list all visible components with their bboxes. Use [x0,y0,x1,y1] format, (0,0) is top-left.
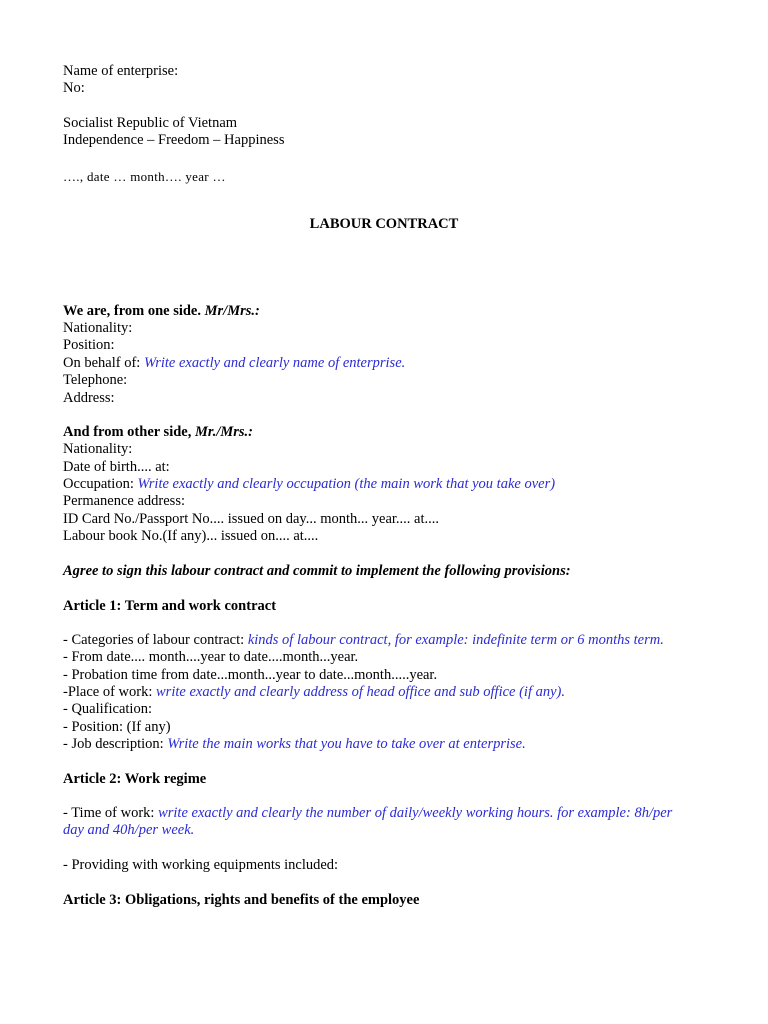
place-hint: write exactly and clearly address of head office and sub office (if any). [156,684,566,700]
party-b-heading-text: And from other side, [63,424,195,440]
party-b-nationality: Nationality: [63,441,133,457]
article-1-categories [63,632,664,649]
party-a-title: Mr/Mrs.: [204,303,260,319]
article-1-place [63,684,565,701]
party-a-telephone: Telephone: [63,372,128,388]
party-b-title: Mr./Mrs.: [194,424,254,440]
document-title: LABOUR CONTRACT [309,216,459,232]
categories-hint: kinds of labour contract, for example: indefinite term or 6 months term. [247,632,664,648]
on-behalf-label: On behalf of: [63,355,144,371]
categories-label: - Categories of labour contract: [63,632,248,648]
party-b-labour-book: Labour book No.(If any)... issued on.... at.... [63,528,319,544]
job-label: - Job description: [63,736,168,752]
party-b-permanence-address: Permanence address: [63,493,185,509]
article-1-position: - Position: (If any) [63,719,171,735]
date-line: …., date … month…. year … [63,169,226,184]
time-label: - Time of work: [63,805,159,821]
article-1-probation: - Probation time from date...month...year to date...month.....year. [63,667,438,683]
party-a-heading [63,303,260,320]
number-label: No: [63,80,85,96]
party-b-heading [63,424,253,441]
country-name: Socialist Republic of Vietnam [63,115,238,131]
occupation-label: Occupation: [63,476,138,492]
enterprise-label: Name of enterprise: [63,63,179,79]
article-2-time-cont: day and 40h/per week. [63,822,195,838]
job-hint: Write the main works that you have to take over at enterprise. [167,736,526,752]
article-2-heading: Article 2: Work regime [63,771,207,787]
party-a-heading-text: We are, from one side. [63,303,205,319]
article-3-heading: Article 3: Obligations, rights and benefits of the employee [63,892,420,908]
national-motto: Independence – Freedom – Happiness [63,132,285,148]
party-a-nationality: Nationality: [63,320,133,336]
party-a-position: Position: [63,337,115,353]
party-b-occupation [63,476,555,493]
party-b-dob: Date of birth.... at: [63,459,170,475]
article-2-equipment: - Providing with working equipments included: [63,857,339,873]
party-a-on-behalf [63,355,405,372]
agreement-statement: Agree to sign this labour contract and commit to implement the following provisions: [63,563,571,579]
article-2-time [63,805,672,822]
party-a-address: Address: [63,390,115,406]
article-1-job [63,736,526,753]
article-1-qualification: - Qualification: [63,701,152,717]
article-1-from-date: - From date.... month....year to date....month...year. [63,649,359,665]
place-label: -Place of work: [63,684,157,700]
occupation-hint: Write exactly and clearly occupation (the main work that you take over) [137,476,556,492]
party-b-id-card: ID Card No./Passport No.... issued on day... month... year.... at.... [63,511,440,527]
on-behalf-hint: Write exactly and clearly name of enterprise. [143,355,406,371]
article-1-heading: Article 1: Term and work contract [63,598,277,614]
time-hint: write exactly and clearly the number of daily/weekly working hours. for example: 8h/per [158,805,673,821]
